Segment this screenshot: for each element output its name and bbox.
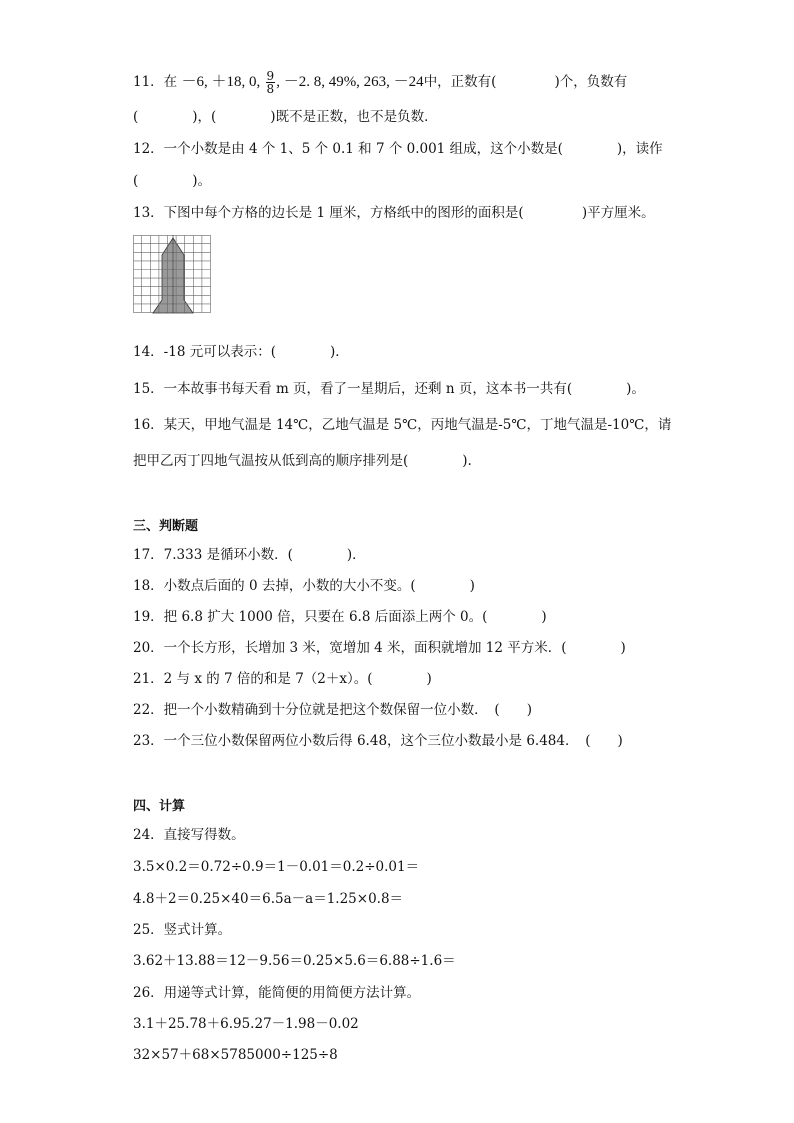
q11-numbers-b: , －2. 8, 49%, 263, －24	[276, 74, 424, 90]
q24-item: 1.25×0.8＝	[326, 891, 404, 907]
question-20: 20．一个长方形，长增加 3 米，宽增加 4 米，面积就增加 12 平方米．( )	[133, 640, 626, 656]
question-17: 17．7.333 是循环小数．( )．	[133, 547, 366, 563]
q26-item: 85000÷125÷8	[237, 1047, 338, 1063]
question-12-line2: ( )。	[133, 173, 212, 189]
q24-item: 4.8＋2＝	[133, 891, 191, 907]
question-11-line2: ( )，( )既不是正数，也不是负数．	[133, 109, 438, 125]
q25-item: 0.25×5.6＝	[302, 953, 380, 969]
q24-row-2	[133, 889, 403, 909]
q11-mid: )个，负数有	[554, 74, 628, 90]
section-title-calculation: 四、计算	[133, 799, 186, 814]
question-19: 19．把 6.8 扩大 1000 倍，只要在 6.8 后面添上两个 0。( )	[133, 609, 547, 625]
q11-prefix: 11．在	[133, 74, 178, 90]
section-title-judgment: 三、判断题	[133, 519, 199, 534]
question-14: 14．-18 元可以表示：( )．	[133, 344, 349, 360]
question-24-title: 24．直接写得数。	[133, 827, 245, 843]
question-15: 15．一本故事书每天看 m 页，看了一星期后，还剩 n 页，这本书一共有( )。	[133, 381, 645, 397]
q11-suffix: 中，正数有(	[423, 74, 497, 90]
q24-item: 0.72÷0.9＝	[200, 859, 278, 875]
q11-fraction-numerator: 9	[266, 69, 275, 83]
question-18: 18．小数点后面的 0 去掉，小数的大小不变。( )	[133, 578, 475, 594]
q26-item: 32×57＋68×57	[133, 1047, 238, 1063]
q24-item: 1－0.01＝	[277, 859, 343, 875]
q25-item: 6.88÷1.6＝	[379, 953, 456, 969]
question-26-title: 26．用递等式计算，能简便的用简便方法计算。	[133, 985, 421, 1001]
q24-item: 6.5a－a＝	[262, 891, 327, 907]
q26-item: 5.27－1.98－0.02	[241, 1016, 359, 1032]
q25-item: 3.62＋13.88＝	[133, 953, 229, 969]
q24-item: 0.25×40＝	[190, 891, 263, 907]
q24-item: 3.5×0.2＝	[133, 859, 201, 875]
q26-row-2	[133, 1045, 338, 1065]
q25-item: 12－9.56＝	[228, 953, 303, 969]
question-13-line1: 13．下图中每个方格的边长是 1 厘米，方格纸中的图形的面积是( )平方厘米。	[133, 205, 655, 221]
q11-fraction	[266, 70, 276, 95]
grid-figure	[133, 235, 213, 315]
question-11-line1	[133, 70, 627, 95]
q25-row	[133, 951, 456, 971]
question-22: 22．把一个小数精确到十分位就是把这个数保留一位小数． ( )	[133, 702, 532, 718]
question-12-line1: 12．一个小数是由 4 个 1、5 个 0.1 和 7 个 0.001 组成，这个小数是( )，读作	[133, 141, 663, 157]
question-16-line2: 把甲乙丙丁四地气温按从低到高的顺序排列是( ).	[133, 453, 472, 469]
question-25-title: 25．竖式计算。	[133, 922, 232, 938]
q26-row-1	[133, 1014, 359, 1034]
q11-fraction-denominator: 8	[266, 82, 275, 96]
question-23: 23．一个三位小数保留两位小数后得 6.48，这个三位小数最小是 6.484． ( )	[133, 733, 623, 749]
q24-row-1	[133, 857, 419, 877]
question-16-line1: 16．某天，甲地气温是 14℃，乙地气温是 5℃，丙地气温是-5℃，丁地气温是-10℃，请	[133, 417, 672, 433]
q26-item: 3.1＋25.78＋6.9	[133, 1016, 242, 1032]
q11-numbers-a: －6, ＋18, 0,	[181, 74, 261, 90]
question-21: 21．2 与 x 的 7 倍的和是 7（2＋x）。( )	[133, 671, 432, 687]
q24-item: 0.2÷0.01＝	[342, 859, 420, 875]
